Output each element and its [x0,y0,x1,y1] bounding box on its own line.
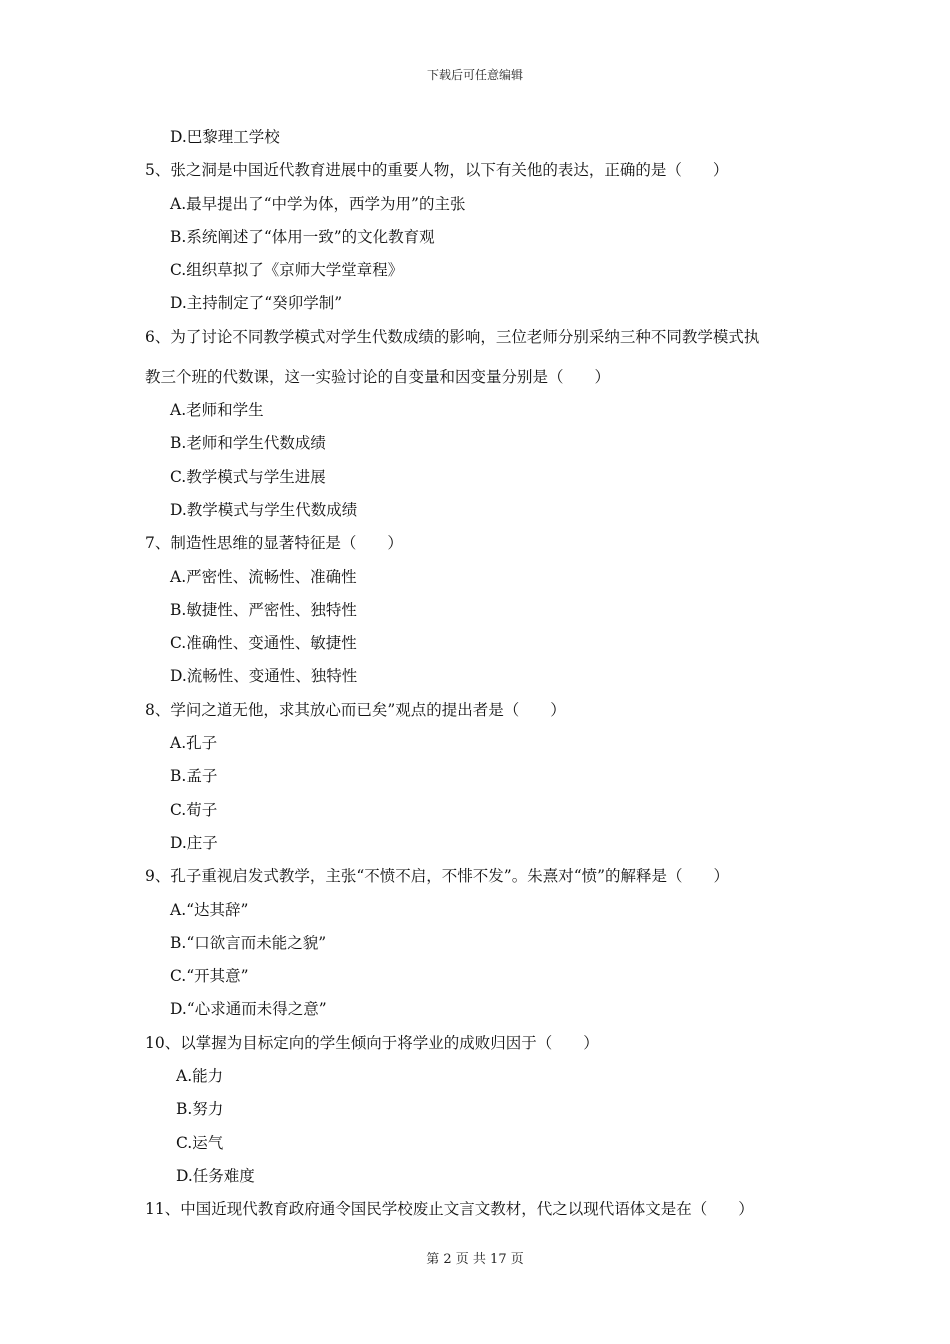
option-line: A.孔子 [170,734,218,753]
option-line: B.努力 [176,1100,224,1119]
page-header: 下载后可任意编辑 [426,68,523,82]
option-line: A.“达其辞” [170,900,249,919]
option-line: C.“开其意” [170,967,249,986]
option-line: D.教学模式与学生代数成绩 [170,500,358,519]
question-line: 7、制造性思维的显著特征是（ ） [145,534,403,553]
option-line: C.运气 [176,1133,224,1152]
question-line: 6、为了讨论不同教学模式对学生代数成绩的影响，三位老师分别采纳三种不同教学模式执 [145,327,760,346]
question-line: 8、学问之道无他，求其放心而已矣”观点的提出者是（ ） [145,700,566,719]
option-line: C.组织草拟了《京师大学堂章程》 [170,261,404,280]
option-line: D.“心求通而未得之意” [170,1000,327,1019]
option-line: B.敏捷性、严密性、独特性 [170,600,357,619]
option-line: B.“口欲言而未能之貌” [170,933,327,952]
option-line: C.准确性、变通性、敏捷性 [170,634,357,653]
question-line: 5、张之洞是中国近代教育进展中的重要人物，以下有关他的表达，正确的是（ ） [145,161,729,180]
option-line: C.教学模式与学生进展 [170,467,326,486]
option-line: D.流畅性、变通性、独特性 [170,667,358,686]
option-line: B.老师和学生代数成绩 [170,434,326,453]
option-line: A.严密性、流畅性、准确性 [170,567,357,586]
option-line: B.孟子 [170,767,218,786]
option-line: A.老师和学生 [170,401,264,420]
option-line: D.任务难度 [176,1166,255,1185]
question-line: 10、以掌握为目标定向的学生倾向于将学业的成败归因于（ ） [145,1033,599,1052]
option-line: D.庄子 [170,833,218,852]
option-line: D.巴黎理工学校 [170,128,280,146]
option-line: C.荀子 [170,800,218,819]
option-line: D.主持制定了“癸卯学制” [170,294,343,313]
option-line: A.最早提出了“中学为体，西学为用”的主张 [170,194,466,213]
question-line: 11、中国近现代教育政府通令国民学校废止文言文教材，代之以现代语体文是在（ ） [145,1200,754,1219]
document-body [145,125,825,1231]
option-line: A.能力 [176,1067,224,1086]
question-line: 教三个班的代数课，这一实验讨论的自变量和因变量分别是（ ） [145,367,611,386]
question-line: 9、孔子重视启发式教学，主张“不愤不启，不悱不发”。朱熹对“愤”的解释是（ ） [145,867,730,886]
page-footer: 第 2 页 共 17 页 [426,1252,524,1267]
option-line: B.系统阐述了“体用一致”的文化教育观 [170,227,435,246]
